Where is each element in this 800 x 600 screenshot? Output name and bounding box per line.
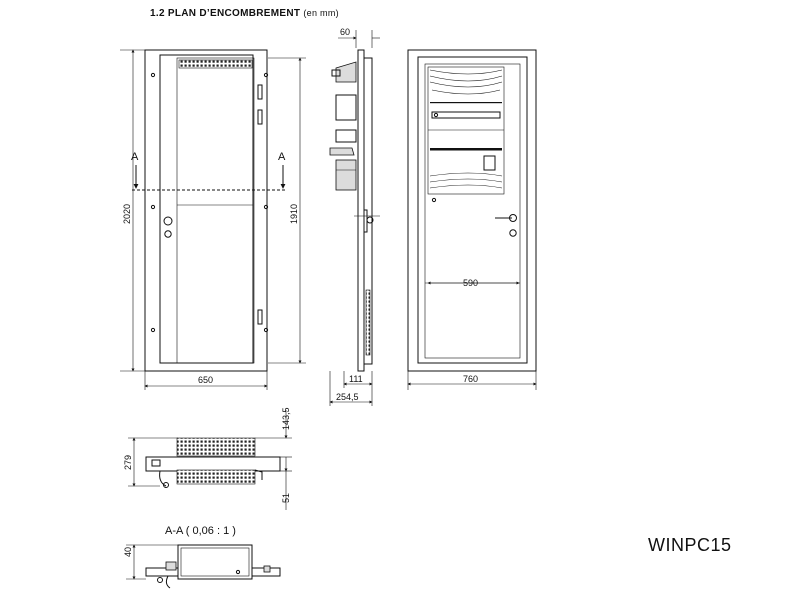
cabinet-frame [408,50,536,371]
title-text: 1.2 PLAN D’ENCOMBREMENT [150,8,301,19]
section-body [178,545,252,579]
section-mark-left: A [131,151,139,163]
side-door-leaf [358,50,364,371]
dim-depth-body: 111 [349,374,363,384]
cabinet-lock [510,230,516,236]
section-mark-right: A [278,151,286,163]
dim-section-height: 40 [123,546,133,557]
front-window-view [408,50,536,390]
bottom-grille-low [177,470,255,484]
dim-bottom-lower: 51 [281,492,291,503]
dim-frame-width: 650 [198,375,214,385]
dim-depth-total: 254,5 [336,392,359,402]
dim-bottom-upper: 143,5 [281,407,291,430]
lock-handle [164,217,172,225]
section-aa-view [123,525,280,588]
door-panel [177,58,254,363]
outer-frame [145,50,267,371]
key-lock [165,231,171,237]
section-title: A-A ( 0,06 : 1 ) [165,525,236,537]
unit-text: (en mm) [303,8,339,18]
dim-bottom-total: 279 [123,454,133,470]
bottom-view [123,407,292,510]
dim-inner-width: 590 [463,278,479,288]
model-name: WINPC15 [648,535,732,555]
dim-door-height: 1910 [289,203,299,224]
top-grille [179,60,252,68]
front-elevation-view [120,50,306,390]
bottom-grille-top [177,438,255,456]
door-outline [160,55,253,363]
side-elevation-view [330,27,380,406]
dim-total-height: 2020 [122,203,132,224]
dim-front-width: 760 [463,374,479,384]
dim-depth-top: 60 [340,27,351,37]
